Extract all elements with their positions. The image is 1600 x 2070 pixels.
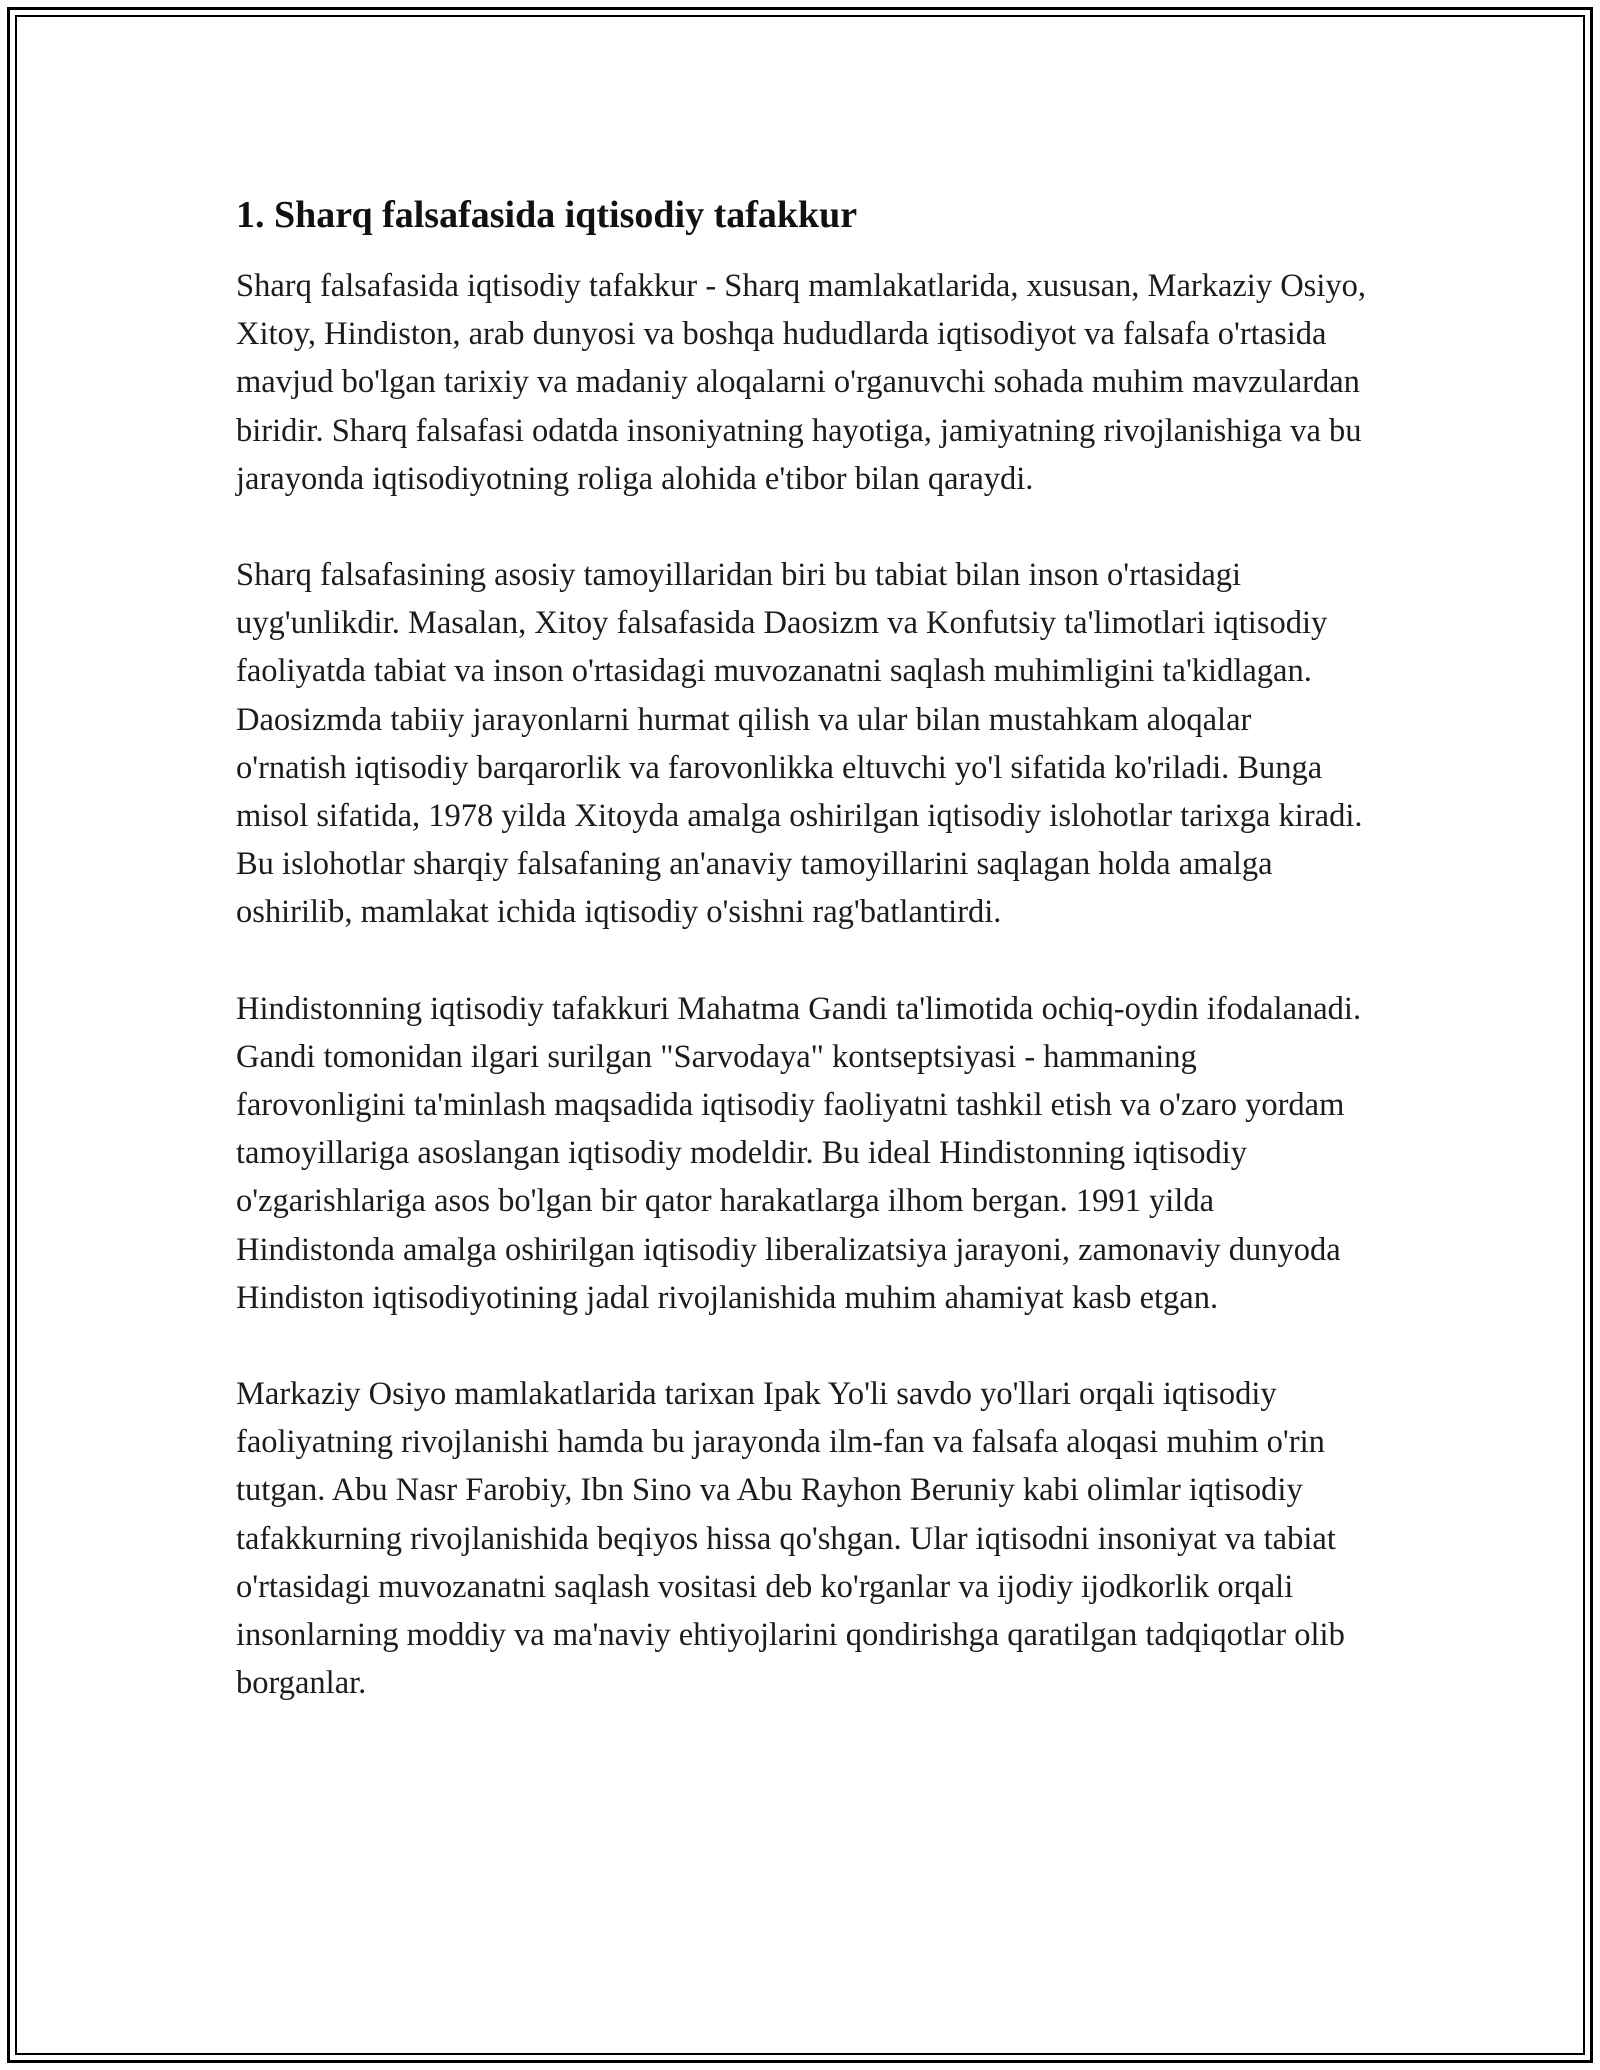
section-heading: 1. Sharq falsafasida iqtisodiy tafakkur: [236, 194, 858, 236]
document-body: [236, 186, 1366, 1755]
paragraph-india: Hindistonning iqtisodiy tafakkuri Mahatma Gandi ta'limotida ochiq-oydin ifodalanadi. Gandi tomonidan ilgari surilgan "Sarvodaya" kontseptsiyasi - hammaning farovonligini ta'minlash maqsadida iqtisodiy faoliyatni tashkil etish va o'zaro yordam tamoyillariga asoslangan iqtisodiy modeldir. Bu ideal Hindistonning iqtisodiy o'zgarishlariga asos bo'lgan bir qator harakatlarga ilhom bergan. 1991 yilda Hindistonda amalga oshirilgan iqtisodiy liberalizatsiya jarayoni, zamonaviy dunyoda Hindiston iqtisodiyotining jadal rivojlanishida muhim ahamiyat kasb etgan.: [236, 990, 1362, 1316]
paragraph-intro: Sharq falsafasida iqtisodiy tafakkur - Sharq mamlakatlarida, xususan, Markaziy Osiyo, Xitoy, Hindiston, arab dunyosi va boshqa hududlarda iqtisodiyot va falsafa o'rtasida mavjud bo'lgan tarixiy va madaniy aloqalarni o'rganuvchi sohada muhim mavzulardan biridir. Sharq falsafasi odatda insoniyatning hayotiga, jamiyatning rivojlanishiga va bu jarayonda iqtisodiyotning roliga alohida e'tibor bilan qaraydi.: [236, 268, 1366, 497]
paragraph-china: Sharq falsafasining asosiy tamoyillaridan biri bu tabiat bilan inson o'rtasidagi uyg'unlikdir. Masalan, Xitoy falsafasida Daosizm va Konfutsiy ta'limotlari iqtisodiy faoliyatda tabiat va inson o'rtasidagi muvozanatni saqlash muhimligini ta'kidlagan. Daosizmda tabiiy jarayonlarni hurmat qilish va ular bilan mustahkam aloqalar o'rnatish iqtisodiy barqarorlik va farovonlikka eltuvchi yo'l sifatida ko'riladi. Bunga misol sifatida, 1978 yilda Xitoyda amalga oshirilgan iqtisodiy islohotlar tarixga kiradi. Bu islohotlar sharqiy falsafaning an'anaviy tamoyillarini saqlagan holda amalga oshirilib, mamlakat ichida iqtisodiy o'sishni rag'batlantirdi.: [236, 557, 1363, 931]
paragraph-central-asia: Markaziy Osiyo mamlakatlarida tarixan Ipak Yo'li savdo yo'llari orqali iqtisodiy faoliyatning rivojlanishi hamda bu jarayonda ilm-fan va falsafa aloqasi muhim o'rin tutgan. Abu Nasr Farobiy, Ibn Sino va Abu Rayhon Beruniy kabi olimlar iqtisodiy tafakkurning rivojlanishida beqiyos hissa qo'shgan. Ular iqtisodni insoniyat va tabiat o'rtasidagi muvozanatni saqlash vositasi deb ko'rganlar va ijodiy ijodkorlik orqali insonlarning moddiy va ma'naviy ehtiyojlarini qondirishga qaratilgan tadqiqotlar olib borganlar.: [236, 1376, 1345, 1702]
